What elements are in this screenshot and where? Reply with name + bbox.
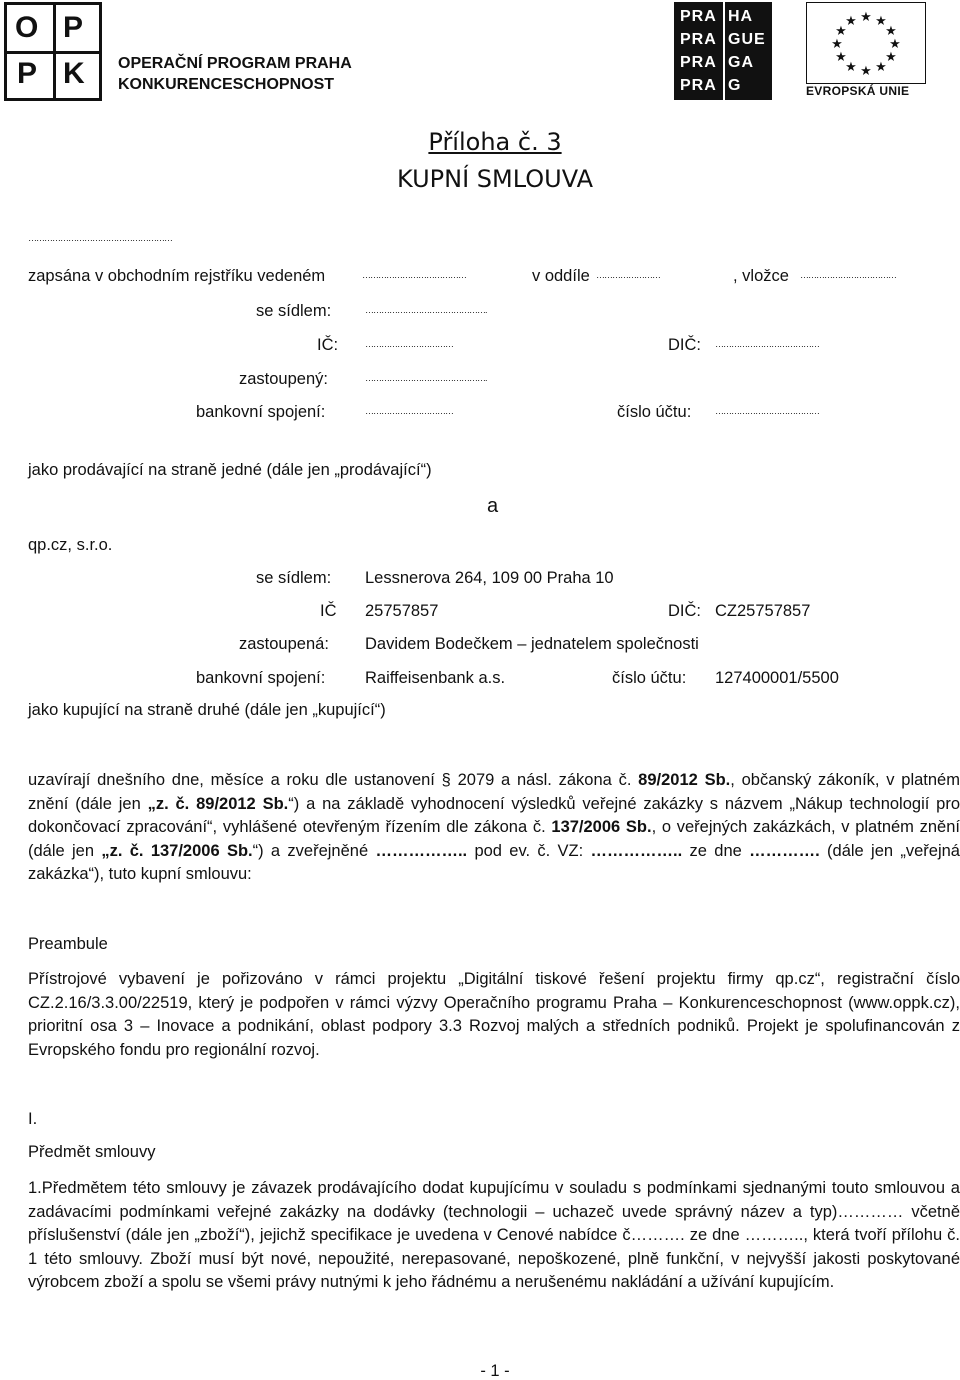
logo-divider [723, 2, 725, 100]
section-number: I. [28, 1110, 38, 1128]
conjunction: a [487, 495, 499, 517]
intro-placeholder: …………. [749, 841, 820, 860]
buyer-representative-value: Davidem Bodečkem – jednatelem společnosti [365, 635, 699, 653]
intro-law-ref: 137/2006 Sb. [551, 818, 652, 836]
buyer-bank-label: bankovní spojení: [196, 669, 326, 687]
svg-text:★: ★ [835, 50, 847, 65]
seller-bank-label: bankovní spojení: [196, 403, 326, 421]
intro-text: , o veřejných zakázkách, v platném znění (dále jen [28, 818, 960, 860]
logo-letter: P [63, 11, 84, 44]
buyer-dic-value: CZ25757857 [715, 602, 811, 620]
seller-ic-label: IČ: [317, 336, 339, 354]
section-heading: Předmět smlouvy [28, 1143, 156, 1161]
buyer-ic-label: IČ [320, 602, 337, 620]
seller-bank-placeholder: …………………………… [365, 406, 453, 416]
buyer-account-value: 127400001/5500 [715, 669, 839, 687]
preamble-heading: Preambule [28, 935, 108, 953]
intro-law-ref: 89/2012 Sb. [638, 771, 731, 789]
buyer-role: jako kupující na straně druhé (dále jen „kupující“) [28, 701, 386, 719]
svg-text:★: ★ [831, 37, 843, 52]
svg-text:★: ★ [845, 60, 857, 75]
buyer-bank-value: Raiffeisenbank a.s. [365, 669, 506, 687]
intro-placeholder: …………….. [590, 841, 683, 860]
section-text: 1.Předmětem této smlouvy je závazek prodávajícího dodat kupujícímu v souladu s podmínkami sjednanými touto smlouvou a zadávacími podmínkami veřejné zakázky na dodávky (technologii – uchazeč uvede správný název a typ)………… včetně příslušenství (dále jen „zboží“), jejichž specifikace je uvedena v Cenové nabídce č………. ze dne ……….., která tvoří přílohu č. 1 této smlouvy. Zboží musí být nové, nepoužité, nerepasované, nepoškozené, plně funkční, v nejvyšší jakosti poskytované výrobcem zboží a spolu se všemi právy nutnými k jeho řádnému a nerušenému nakládání a užívání kupujícím. [28, 1179, 960, 1291]
logo-letter: P [17, 57, 38, 90]
svg-text:★: ★ [860, 10, 872, 25]
eu-flag-icon [806, 2, 926, 84]
eu-label: EVROPSKÁ UNIE [806, 84, 910, 98]
svg-text:★: ★ [875, 14, 887, 29]
buyer-name: qp.cz, s.r.o. [28, 536, 113, 554]
seller-dic-placeholder: ………………………………… [715, 339, 819, 349]
page-number: - 1 - [480, 1362, 510, 1380]
svg-text:★: ★ [885, 24, 897, 39]
logo-text: GA [728, 54, 754, 71]
oppk-program-name [118, 53, 352, 95]
intro-paragraph [28, 769, 960, 887]
logo-text: HA [728, 8, 754, 25]
program-name-line2: KONKURENCESCHOPNOST [118, 76, 335, 93]
intro-placeholder: …………….. [375, 841, 468, 860]
seller-representative-placeholder: ………………………………………. [365, 373, 487, 383]
svg-text:★: ★ [889, 37, 901, 52]
intro-text: uzavírají dnešního dne, měsíce a roku dle ustanovení [28, 771, 435, 789]
seller-account-label: číslo účtu: [617, 403, 692, 421]
program-name-line1: OPERAČNÍ PROGRAM PRAHA [118, 55, 352, 72]
intro-text: (dále jen „veřejná zakázka“), tuto kupní smlouvu: [28, 841, 960, 883]
svg-text:★: ★ [885, 50, 897, 65]
intro-text: 2079 a násl. zákona č. [450, 771, 639, 789]
document-annex-title: Příloha č. 3 [428, 128, 562, 156]
intro-text: “) a zveřejněné [252, 841, 376, 860]
preamble-text: Přístrojové vybavení je pořizováno v rámci projektu „Digitální tiskové řešení projektu firmy qp.cz“, registrační číslo CZ.2.16/3.3.00/22519, který je podpořen v rámci výzvy Operačního programu Praha – Konkurenceschopnost (www.oppk.cz), prioritní osa 3 – Inovace a podnikání, oblast podpory 3.3 Rozvoj malých a středních podniků. Projekt je spolufinancován z Evropského fondu pro regionální rozvoj. [28, 970, 960, 1059]
logo-text: PRA [680, 8, 717, 25]
logo-text: PRA [680, 31, 717, 48]
svg-text:★: ★ [860, 64, 872, 79]
document-title: KUPNÍ SMLOUVA [396, 165, 593, 193]
seller-section-label: v oddíle [532, 267, 590, 285]
buyer-representative-label: zastoupená: [239, 635, 329, 653]
seller-ic-placeholder: …………………………… [365, 339, 453, 349]
logo-letter: O [15, 11, 39, 44]
praha-logo [674, 2, 772, 100]
seller-representative-label: zastoupený: [239, 370, 328, 388]
buyer-dic-label: DIČ: [668, 602, 701, 620]
buyer-seat-value: Lessnerova 264, 109 00 Praha 10 [365, 569, 614, 587]
intro-text: “) a na základě vyhodnocení výsledků veřejné zakázky s názvem „Nákup technologií pro dokončovací zpracování“, vyhlášené otevřeným řízením dle zákona č. [28, 794, 960, 836]
seller-registry-label: zapsána v obchodním rejstříku vedeném [28, 267, 326, 285]
seller-name-placeholder: ……………………………………………… [28, 233, 172, 243]
intro-text: ze dne [682, 841, 750, 860]
logo-divider [53, 5, 56, 98]
seller-seat-label: se sídlem: [256, 302, 332, 320]
seller-registry-placeholder: ………………………………… [362, 270, 466, 280]
seller-insert-placeholder: ……………………………… [800, 270, 896, 280]
buyer-account-label: číslo účtu: [612, 669, 687, 687]
seller-dic-label: DIČ: [668, 336, 701, 354]
intro-text: pod ev. č. VZ: [467, 841, 591, 860]
buyer-seat-label: se sídlem: [256, 569, 332, 587]
svg-text:★: ★ [875, 60, 887, 75]
logo-text: PRA [680, 54, 717, 71]
svg-text:★: ★ [845, 14, 857, 29]
logo-letter: K [63, 57, 85, 90]
seller-role: jako prodávající na straně jedné (dále jen „prodávající“) [28, 461, 432, 479]
paragraph-sign-icon: § [434, 771, 451, 789]
logo-text: PRA [680, 77, 717, 94]
intro-law-ref: „z. č. 89/2012 Sb. [147, 794, 289, 813]
buyer-ic-value: 25757857 [365, 602, 439, 620]
seller-insert-label: , vložce [733, 267, 789, 285]
seller-section-placeholder: …………………… [596, 270, 660, 280]
logo-text: G [728, 77, 742, 94]
oppk-logo [4, 2, 102, 101]
logo-text: GUE [728, 31, 766, 48]
svg-text:★: ★ [835, 24, 847, 39]
seller-seat-placeholder: ………………………………………. [365, 305, 487, 315]
seller-account-placeholder: ………………………………… [715, 406, 819, 416]
intro-text: , občanský zákoník, v platném znění (dále jen [28, 771, 960, 813]
intro-law-ref: „z. č. 137/2006 Sb. [101, 841, 253, 860]
